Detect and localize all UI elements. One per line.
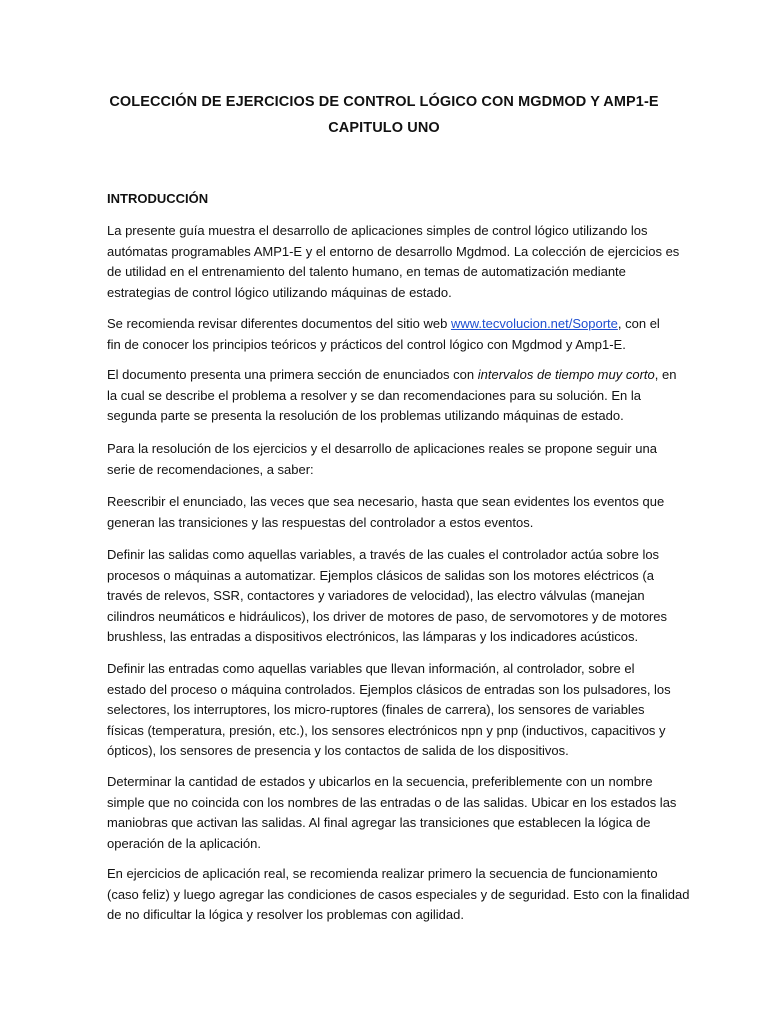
paragraph-3 [107,365,677,427]
document-title: COLECCIÓN DE EJERCICIOS DE CONTROL LÓGICO CON MGDMOD Y AMP1-E [109,94,659,110]
paragraph-line: estrategias de control lógico utilizando máquinas de estado. [107,284,452,300]
paragraph-line: fin de conocer los principios teóricos y prácticos del control lógico con Mgdmod y Amp1-E. [107,336,626,352]
paragraph-8 [107,772,677,854]
paragraph-line: estado del proceso o máquina controlados. Ejemplos clásicos de entradas son los pulsadores, los [107,681,671,697]
paragraph-4 [107,439,667,480]
paragraph-line: de utilidad en el entrenamiento del talento humano, en temas de automatización mediante [107,264,626,279]
paragraph-line: través de relevos, SSR, contactores y variadores de velocidad), las electro válvulas (manejan [107,588,645,603]
paragraph-line: segunda parte se presenta la resolución de los problemas utilizando máquinas de estado. [107,408,624,423]
paragraph-9 [107,864,690,926]
paragraph-line: procesos o máquinas a automatizar. Ejemplos clásicos de salidas son los motores eléctricos (a [107,567,654,583]
paragraph-line: Para la resolución de los ejercicios y el desarrollo de aplicaciones reales se propone seguir una [107,441,657,456]
chapter-title: CAPITULO UNO [328,120,440,136]
paragraph-1 [107,221,680,303]
paragraph-line: Determinar la cantidad de estados y ubicarlos en la secuencia, preferiblemente con un nombre [107,774,653,789]
paragraph-line: brushless, las entradas a dispositivos electrónicos, las lámparas y los indicadores acústicos. [107,629,639,644]
paragraph-5 [107,492,667,533]
paragraph-line: Definir las salidas como aquellas variables, a través de las cuales el controlador actúa sobre los [107,547,660,562]
paragraph-line: Reescribir el enunciado, las veces que sea necesario, hasta que sean evidentes los eventos que [107,494,665,509]
paragraph-line: físicas (temperatura, presión, etc.), los sensores electrónicos npn y pnp (inductivos, capacitivos y [107,722,666,738]
emphasis-text: intervalos de tiempo muy corto [477,367,655,382]
paragraph-2 [107,314,667,355]
paragraph-line: cilindros neumáticos e hidráulicos), los driver de motores de paso, de servomotores y de motores [107,608,667,624]
paragraph-line: la cual se describe el problema a resolver y se dan recomendaciones para su solución. En la [107,387,642,403]
paragraph-line: de no dificultar la lógica y resolver los problemas con agilidad. [107,907,464,922]
soporte-link[interactable]: www.tecvolucion.net/Soporte [450,316,618,331]
paragraph-line: ópticos), los sensores de presencia y los contactos de salida de los dispositivos. [107,743,569,758]
paragraph-line: selectores, los interruptores, los micro-ruptores (finales de carrera), los sensores de variables [107,702,645,717]
paragraph-line: autómatas programables AMP1-E y el entorno de desarrollo Mgdmod. La colección de ejercicios es [107,243,680,259]
paragraph-line: La presente guía muestra el desarrollo de aplicaciones simples de control lógico utilizando los [107,223,648,238]
paragraph-line: Definir las entradas como aquellas variables que llevan información, al controlador, sobre el [107,661,635,676]
paragraph-line: serie de recomendaciones, a saber: [107,461,314,477]
paragraph-line [107,365,677,386]
paragraph-line: generan las transiciones y las respuestas del controlador a estos eventos. [107,514,534,530]
paragraph-line: (caso feliz) y luego agregar las condiciones de casos especiales y de seguridad. Esto con la finalidad [107,886,690,902]
paragraph-text: , en [654,367,677,382]
paragraph-line [107,314,667,335]
paragraph-text: Se recomienda revisar diferentes documentos del sitio web [107,316,451,331]
paragraph-text: El documento presenta una primera sección de enunciados con [107,367,478,382]
section-heading-introduccion: INTRODUCCIÓN [107,191,209,206]
paragraph-line: maniobras que activan las salidas. Al final agregar las transiciones que establecen la lógica de [107,815,651,830]
paragraph-7 [107,659,671,762]
paragraph-6 [107,545,667,648]
paragraph-line: operación de la aplicación. [107,835,261,851]
paragraph-text: , con el [617,316,660,331]
paragraph-line: En ejercicios de aplicación real, se recomienda realizar primero la secuencia de funcionamiento [107,866,658,881]
paragraph-line: simple que no coincida con los nombres de las entradas o de las salidas. Ubicar en los estados las [107,794,677,810]
